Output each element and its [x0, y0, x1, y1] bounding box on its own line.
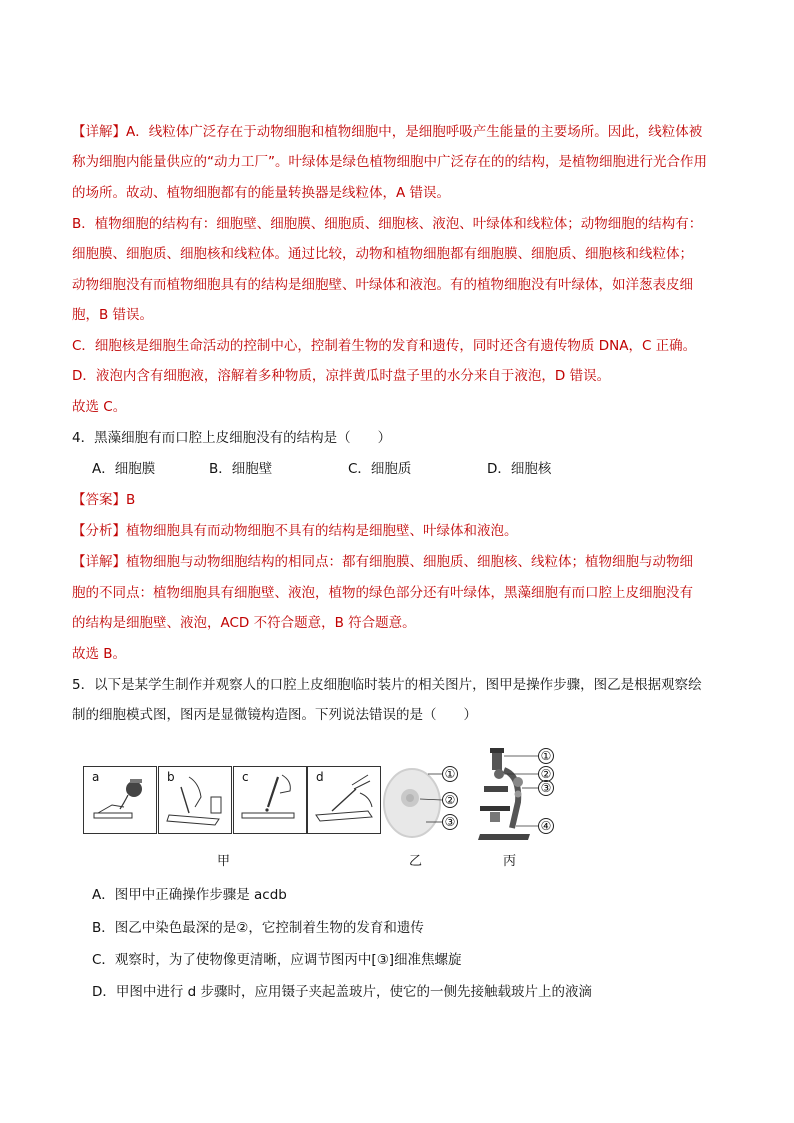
q5-option-a: A．图甲中正确操作步骤是 acdb [92, 887, 287, 903]
explain-tag: 【详解】 [72, 124, 126, 140]
q3-explain-line-1: 【详解】A．线粒体广泛存在于动物细胞和植物细胞中，是细胞呼吸产生能量的主要场所。因此，线粒体被 [72, 124, 703, 140]
q5-stem-line-1: 5．以下是某学生制作并观察人的口腔上皮细胞临时装片的相关图片，图甲是操作步骤，图乙是根据观察绘 [72, 677, 702, 693]
q3-explain-line-10: 故选 C。 [72, 399, 127, 415]
q3-explain-line-5: 细胞膜、细胞质、细胞核和线粒体。通过比较，动物和植物细胞都有细胞膜、细胞质、细胞核和线粒体； [72, 246, 693, 262]
q3-explain-line-3: 的场所。故动、植物细胞都有的能量转换器是线粒体，A 错误。 [72, 185, 451, 201]
step-panel-b: b [158, 766, 232, 834]
q5-stem-line-2: 制的细胞模式图，图丙是显微镜构造图。下列说法错误的是（ ） [72, 707, 477, 723]
q4-explain-line-4: 故选 B。 [72, 646, 127, 662]
step-panel-a: a [83, 766, 157, 834]
cell-label-3: ③ [442, 814, 458, 830]
dropper-slide-illustration [84, 767, 156, 833]
cell-label-2: ② [442, 792, 458, 808]
q5-option-d: D．甲图中进行 d 步骤时，应用镊子夹起盖玻片，使它的一侧先接触载玻片上的液滴 [92, 984, 593, 1000]
cell-label-1: ① [442, 766, 458, 782]
figure-bing-caption: 丙 [503, 854, 517, 869]
q3-explain-line-2: 称为细胞内能量供应的“动力工厂”。叶绿体是绿色植物细胞中广泛存在的的结构，是植物细胞进行光合作用 [72, 154, 707, 170]
q3-explain-line-7: 胞，B 错误。 [72, 307, 154, 323]
q3-explain-line-9: D．液泡内含有细胞液，溶解着多种物质，凉拌黄瓜时盘子里的水分来自于液泡，D 错误。 [72, 368, 611, 384]
q4-option-a: A．细胞膜 [92, 461, 156, 477]
q4-answer: 【答案】B [72, 492, 136, 508]
microscope-diagram [474, 746, 544, 844]
cover-slip-illustration [308, 767, 380, 833]
q3-explain-line-6: 动物细胞没有而植物细胞具有的结构是细胞壁、叶绿体和液泡。有的植物细胞没有叶绿体，如洋葱表皮细 [72, 277, 693, 293]
q4-explain-line-1: 【详解】植物细胞与动物细胞结构的相同点：都有细胞膜、细胞质、细胞核、线粒体；植物细胞与动物细 [72, 554, 693, 570]
figure-jia-caption: 甲 [217, 854, 231, 869]
q3-explain-line-4: B．植物细胞的结构有：细胞壁、细胞膜、细胞质、细胞核、液泡、叶绿体和线粒体；动物细胞的结构有： [72, 216, 703, 232]
scrape-cells-illustration [159, 767, 231, 833]
stain-dropper-illustration [234, 767, 306, 833]
q4-stem: 4．黑藻细胞有而口腔上皮细胞没有的结构是（ ） [72, 430, 392, 446]
q5-option-c: C．观察时，为了使物像更清晰，应调节图丙中[③]细准焦螺旋 [92, 952, 462, 968]
q4-option-d: D．细胞核 [487, 461, 552, 477]
figure-yi-caption: 乙 [409, 854, 423, 869]
q3-explain-line-8: C．细胞核是细胞生命活动的控制中心，控制着生物的发育和遗传，同时还含有遗传物质 DNA，C 正确。 [72, 338, 697, 354]
q4-option-c: C．细胞质 [348, 461, 412, 477]
step-panel-c: c [233, 766, 307, 834]
scope-label-2: ② [538, 766, 554, 782]
scope-label-1: ① [538, 748, 554, 764]
q5-option-b: B．图乙中染色最深的是②，它控制着生物的发育和遗传 [92, 920, 424, 936]
q4-explain-line-3: 的结构是细胞壁、液泡，ACD 不符合题意，B 符合题意。 [72, 615, 416, 631]
step-panel-d: d [307, 766, 381, 834]
q4-analysis: 【分析】植物细胞具有而动物细胞不具有的结构是细胞壁、叶绿体和液泡。 [72, 523, 518, 539]
q4-option-b: B．细胞壁 [209, 461, 273, 477]
scope-label-3: ③ [538, 780, 554, 796]
scope-label-4: ④ [538, 818, 554, 834]
q4-explain-line-2: 胞的不同点：植物细胞具有细胞壁、液泡，植物的绿色部分还有叶绿体，黑藻细胞有而口腔上皮细胞没有 [72, 585, 693, 601]
